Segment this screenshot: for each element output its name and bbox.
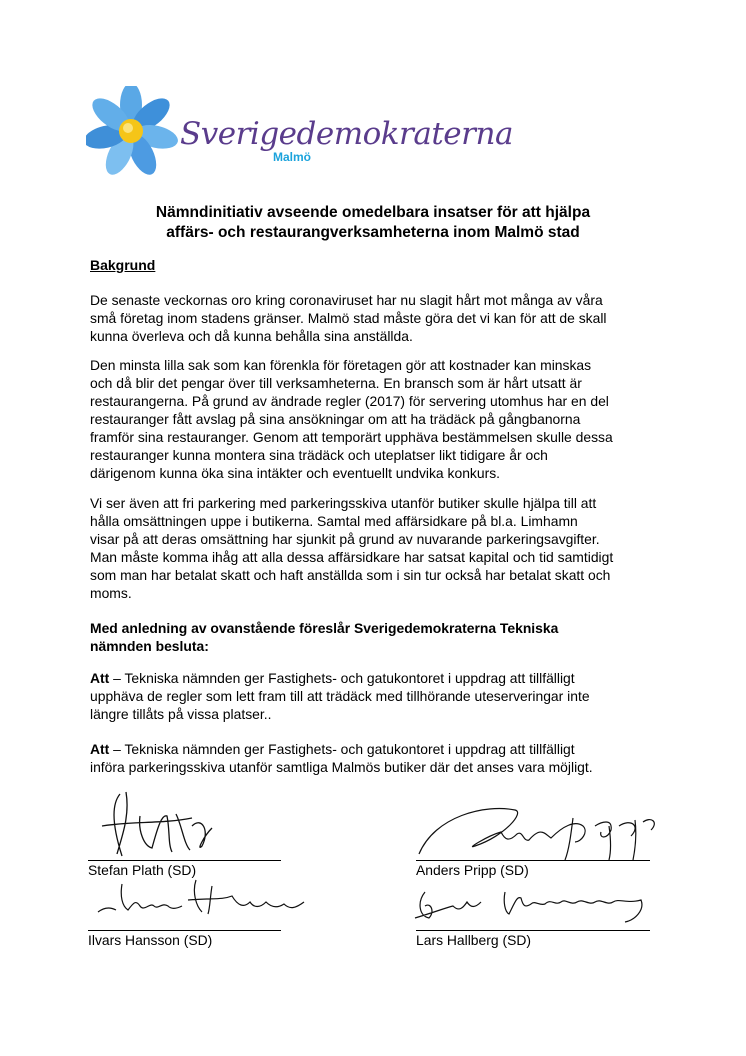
proposal-paragraph xyxy=(90,619,680,655)
signature-line xyxy=(416,930,650,931)
text-line: Man måste komma ihåg att alla dessa affärsidkare har satsat kapital och tid samtidigt xyxy=(90,549,614,565)
flower-icon xyxy=(86,86,180,179)
decision-item-2 xyxy=(90,740,680,776)
text-line: restaurangerna. På grund av ändrade regler (2017) för servering utomhus har en del xyxy=(90,393,609,409)
logo-brand-text: Sverigedemokraterna xyxy=(180,116,513,152)
text-line: restauranger fått avslag på sina ansökningar om att ha trädäck på gångbanorna xyxy=(90,411,581,427)
text-line: – Tekniska nämnden ger Fastighets- och gatukontoret i uppdrag att tillfälligt xyxy=(109,741,575,757)
text-line: Med anledning av ovanstående föreslår Sverigedemokraterna Tekniska xyxy=(90,620,559,636)
signer-name: Lars Hallberg (SD) xyxy=(416,932,532,948)
text-line: som man har betalat skatt och haft anställda som i sin tur också har betalat skatt och xyxy=(90,567,611,583)
paragraph-3 xyxy=(90,494,680,602)
decision-item-1 xyxy=(90,669,680,723)
signature-lars-hallberg xyxy=(405,872,655,932)
text-line: framför sina restauranger. Genom att temporärt upphäva bestämmelsen skulle dessa xyxy=(90,429,613,445)
text-line: nämnden besluta: xyxy=(90,638,209,654)
signer-name: Stefan Plath (SD) xyxy=(88,862,197,878)
text-line: Vi ser även att fri parkering med parkeringsskiva utanför butiker skulle hjälpa till att xyxy=(90,495,597,511)
signer-name: Anders Pripp (SD) xyxy=(416,862,529,878)
signature-line xyxy=(416,860,650,861)
section-heading: Bakgrund xyxy=(90,257,156,273)
title-line-1: Nämndinitiativ avseende omedelbara insatser för att hjälpa xyxy=(155,204,591,221)
text-line: visar på att deras omsättning har sjunkit på grund av nuvarande parkeringsavgifter. xyxy=(90,531,600,547)
att-label: Att xyxy=(90,670,110,686)
paragraph-2 xyxy=(90,356,680,482)
att-label: Att xyxy=(90,741,110,757)
signature-line xyxy=(88,860,281,861)
signature-anders-pripp xyxy=(405,796,665,866)
text-line: längre tillåts på vissa platser.. xyxy=(90,706,272,722)
text-line: restauranger kunna montera sina trädäck och uteplatser likt tidigare år och xyxy=(90,447,548,463)
logo-subtitle: Malmö xyxy=(273,150,312,164)
text-line: därigenom kunna öka sina intäkter och eventuellt undvika konkurs. xyxy=(90,465,501,481)
signature-line xyxy=(88,930,281,931)
text-line: Den minsta lilla sak som kan förenkla för företagen gör att kostnader kan minskas xyxy=(90,357,592,373)
text-line: införa parkeringsskiva utanför samtliga Malmös butiker där det anses vara möjligt. xyxy=(90,759,593,775)
text-line: moms. xyxy=(90,585,132,601)
signature-stefan-plath xyxy=(92,786,222,862)
text-line: och då blir det pengar över till verksamheterna. En bransch som är hårt utsatt är xyxy=(90,375,582,391)
signature-ilvars-hansson xyxy=(92,872,312,930)
text-line: små företag inom stadens gränser. Malmö stad måste göra det vi kan för att de skall xyxy=(90,310,607,326)
text-line: De senaste veckornas oro kring coronaviruset har nu slagit hårt mot många av våra xyxy=(90,292,603,308)
text-line: – Tekniska nämnden ger Fastighets- och gatukontoret i uppdrag att tillfälligt xyxy=(109,670,575,686)
document-title xyxy=(90,203,656,243)
text-line: upphäva de regler som lett fram till att trädäck med tillhörande uteserveringar inte xyxy=(90,688,590,704)
text-line: kunna överleva och då kunna behålla sina anställda. xyxy=(90,328,413,344)
paragraph-1 xyxy=(90,291,680,345)
text-line: hålla omsättningen uppe i butikerna. Samtal med affärsidkare på bl.a. Limhamn xyxy=(90,513,578,529)
title-line-2: affärs- och restaurangverksamheterna inom Malmö stad xyxy=(166,224,580,241)
signer-name: Ilvars Hansson (SD) xyxy=(88,932,213,948)
